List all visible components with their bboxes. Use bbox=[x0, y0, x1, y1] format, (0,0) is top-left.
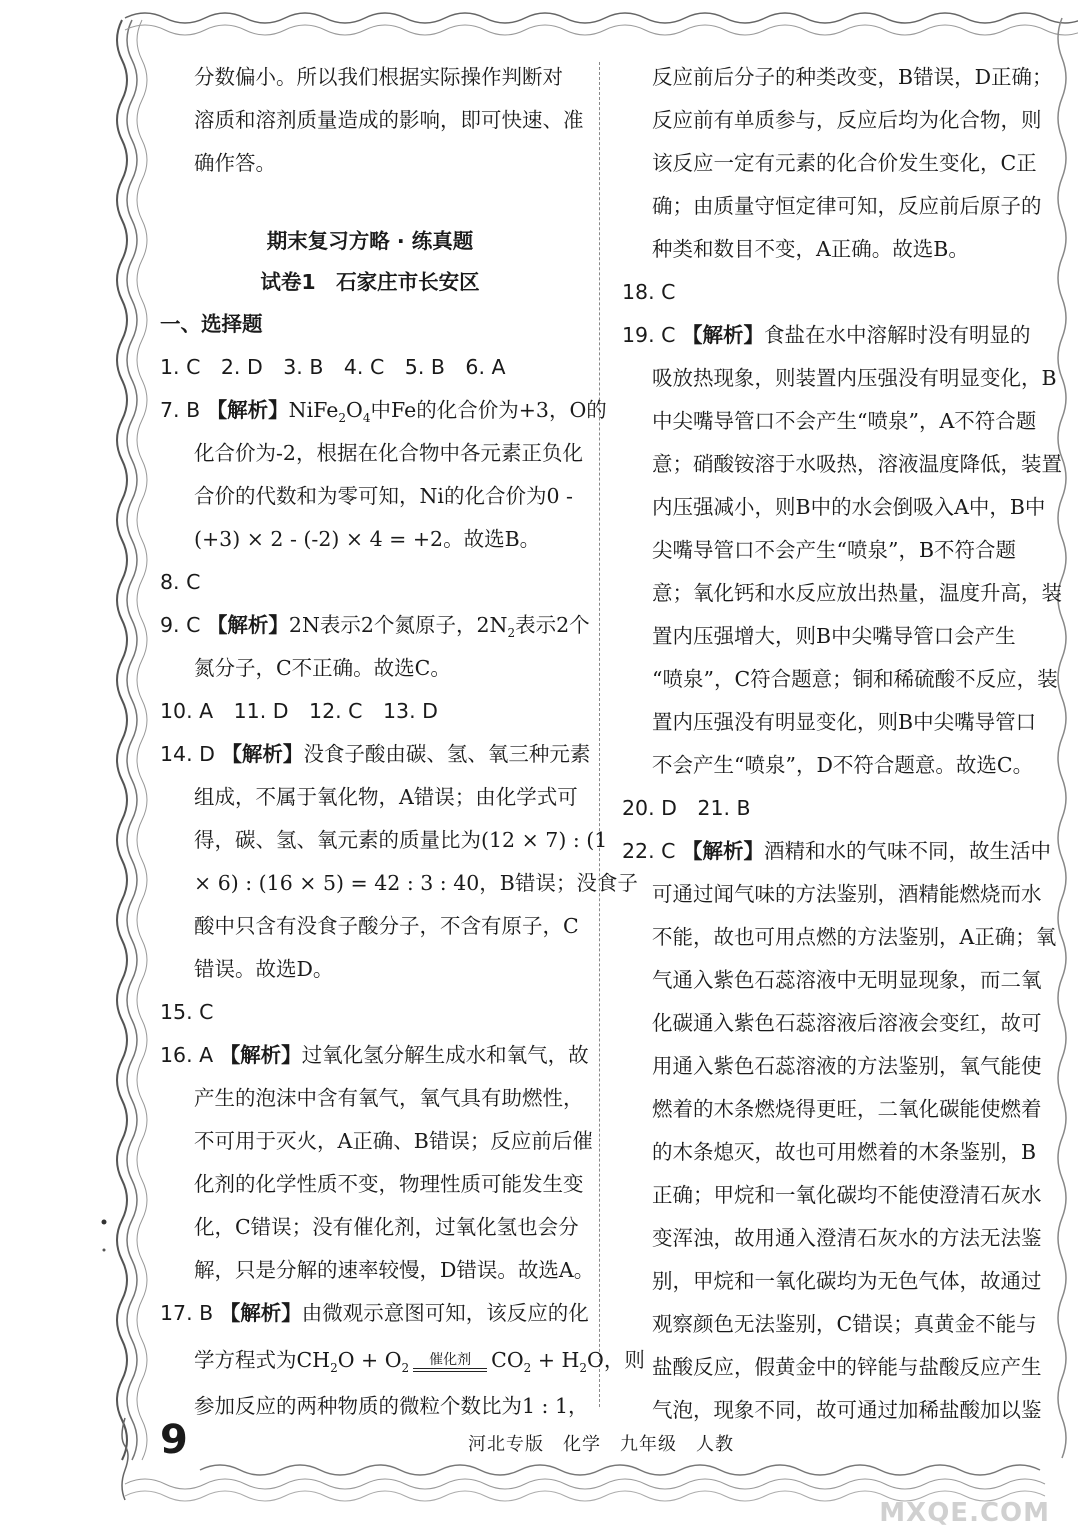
q22-line: 变浑浊，故用通入澄清石灰水的方法无法鉴 bbox=[652, 1226, 1042, 1250]
q14-line: × 6) : (16 × 5) = 42 : 3 : 40，B错误；没食子 bbox=[194, 871, 638, 895]
q17-line-3: 参加反应的两种物质的微粒个数比为1 : 1， bbox=[194, 1394, 589, 1418]
q7-line-3: 合价的代数和为零可知，Ni的化合价为0 - bbox=[194, 484, 573, 508]
q19-line-1: 19. C 【解析】食盐在水中溶解时没有明显的 bbox=[622, 323, 1031, 347]
q19-line: 吸放热现象，则装置内压强没有明显变化，B bbox=[652, 366, 1057, 390]
catalyst-arrow bbox=[413, 1352, 487, 1372]
q7-number: 7. B bbox=[160, 398, 201, 422]
q14-line: 组成，不属于氧化物，A错误；由化学式可 bbox=[194, 785, 578, 809]
q22-line: 观察颜色无法鉴别，C错误；真黄金不能与 bbox=[652, 1312, 1037, 1336]
q19-line: 置内压强没有明显变化，则B中尖嘴导管口 bbox=[652, 710, 1037, 734]
q16-line: 解，只是分解的速率较慢，D错误。故选A。 bbox=[194, 1258, 595, 1282]
q14-line: 酸中只含有没食子酸分子，不含有原子，C bbox=[194, 914, 579, 938]
q22-line: 气泡，现象不同，故可通过加稀盐酸加以鉴 bbox=[652, 1398, 1042, 1422]
analysis-tag: 【解析】 bbox=[681, 839, 764, 863]
q9-line-2: 氮分子，C不正确。故选C。 bbox=[194, 656, 451, 680]
watermark-logo: MXQE.COM bbox=[879, 1498, 1050, 1528]
q22-line: 盐酸反应，假黄金中的锌能与盐酸反应产生 bbox=[652, 1355, 1042, 1379]
answers-10-13: 10. A 11. D 12. C 13. D bbox=[160, 699, 438, 723]
analysis-tag: 【解析】 bbox=[219, 1301, 302, 1325]
analysis-tag: 【解析】 bbox=[221, 742, 304, 766]
q14-line: 错误。故选D。 bbox=[194, 957, 334, 981]
analysis-tag: 【解析】 bbox=[206, 398, 289, 422]
q19-line: 不会产生“喷泉”，D不符合题意。故选C。 bbox=[652, 753, 1034, 777]
q22-line: 气通入紫色石蕊溶液中无明显现象，而二氧 bbox=[652, 968, 1042, 992]
q22-line: 燃着的木条燃烧得更旺，二氧化碳能使燃着 bbox=[652, 1097, 1042, 1121]
q9-line-1: 9. C 【解析】2N表示2个氮原子，$2N_2$表示2个 bbox=[160, 613, 590, 641]
q16-line: 不可用于灭火，A正确、B错误；反应前后催 bbox=[194, 1129, 593, 1153]
q17-cont-line: 确；由质量守恒定律可知，反应前后原子的 bbox=[652, 194, 1042, 218]
q14-number: 14. D bbox=[160, 742, 215, 766]
column-divider bbox=[599, 62, 600, 1407]
spacer bbox=[160, 185, 580, 221]
q16-line: 化剂的化学性质不变，物理性质可能发生变 bbox=[194, 1172, 584, 1196]
q7-line-1: 7. B 【解析】$NiFe_2O_4$中Fe的化合价为+3，O的 bbox=[160, 398, 607, 426]
paper-title: 试卷1 石家庄市长安区 bbox=[260, 270, 480, 294]
q14-line-1: 14. D 【解析】没食子酸由碳、氢、氧三种元素 bbox=[160, 742, 591, 766]
q22-line-1: 22. C 【解析】酒精和水的气味不同，故生活中 bbox=[622, 839, 1051, 863]
page-number: 9 bbox=[160, 1417, 188, 1463]
q17-cont-line: 反应前有单质参与，反应后均为化合物，则 bbox=[652, 108, 1042, 132]
q22-line: 不能，故也可用点燃的方法鉴别，A正确；氧 bbox=[652, 925, 1057, 949]
answers-1-6: 1. C 2. D 3. B 4. C 5. B 6. A bbox=[160, 355, 506, 379]
q15-answer: 15. C bbox=[160, 1000, 214, 1024]
section-title: 期末复习方略 · 练真题 bbox=[266, 229, 474, 253]
q17-cont-line: 种类和数目不变，A正确。故选B。 bbox=[652, 237, 969, 261]
q22-line: 的木条熄灭，故也可用燃着的木条鉴别，B bbox=[652, 1140, 1037, 1164]
q19-number: 19. C bbox=[622, 323, 676, 347]
q16-line: 化，C错误；没有催化剂，过氧化氢也会分 bbox=[194, 1215, 579, 1239]
q8-answer: 8. C bbox=[160, 570, 201, 594]
left-column bbox=[160, 56, 645, 1428]
q16-line: 产生的泡沫中含有氧气，氧气具有助燃性， bbox=[194, 1086, 584, 1110]
q7-line-4: (+3) × 2 - (-2) × 4 = +2。故选B。 bbox=[194, 527, 541, 551]
q22-line: 用通入紫色石蕊溶液的方法鉴别，氧气能使 bbox=[652, 1054, 1042, 1078]
q22-number: 22. C bbox=[622, 839, 676, 863]
q19-line: 中尖嘴导管口不会产生“喷泉”，A不符合题 bbox=[652, 409, 1037, 433]
right-column bbox=[622, 56, 1062, 1432]
q19-line: 意；氧化钙和水反应放出热量，温度升高，装 bbox=[652, 581, 1062, 605]
q17-cont-line: 该反应一定有元素的化合价发生变化，C正 bbox=[652, 151, 1037, 175]
analysis-tag: 【解析】 bbox=[206, 613, 289, 637]
catalyst-label: 催化剂 bbox=[429, 1351, 472, 1368]
q19-line: 意；硝酸铵溶于水吸热，溶液温度降低，装置 bbox=[652, 452, 1062, 476]
q17-equation-line: 学方程式为$CH_2O + O_2$ 催化剂 $CO_2 + H_2O$，则 bbox=[194, 1348, 645, 1376]
q22-line: 化碳通入紫色石蕊溶液后溶液会变红，故可 bbox=[652, 1011, 1042, 1035]
q19-line: 尖嘴导管口不会产生“喷泉”，B不符合题 bbox=[652, 538, 1017, 562]
q17-cont-line: 反应前后分子的种类改变，B错误，D正确； bbox=[652, 65, 1053, 89]
q14-line: 得，碳、氢、氧元素的质量比为(12 × 7) : (1 bbox=[194, 828, 608, 852]
q16-line-1: 16. A 【解析】过氧化氢分解生成水和氧气，故 bbox=[160, 1043, 589, 1067]
q19-line: “喷泉”，C符合题意；铜和稀硫酸不反应，装 bbox=[652, 667, 1058, 691]
q22-line: 可通过闻气味的方法鉴别，酒精能燃烧而水 bbox=[652, 882, 1042, 906]
intro-line-2: 溶质和溶剂质量造成的影响，即可快速、准 bbox=[194, 108, 584, 132]
q19-line: 内压强减小，则B中的水会倒吸入A中，B中 bbox=[652, 495, 1046, 519]
part-heading: 一、选择题 bbox=[160, 312, 263, 336]
q16-number: 16. A bbox=[160, 1043, 214, 1067]
analysis-tag: 【解析】 bbox=[219, 1043, 302, 1067]
q19-line: 置内压强增大，则B中尖嘴导管口会产生 bbox=[652, 624, 1016, 648]
analysis-tag: 【解析】 bbox=[681, 323, 764, 347]
intro-line-1: 分数偏小。所以我们根据实际操作判断对 bbox=[194, 65, 563, 89]
q22-line: 别，甲烷和一氧化碳均为无色气体，故通过 bbox=[652, 1269, 1042, 1293]
q9-number: 9. C bbox=[160, 613, 201, 637]
intro-line-3: 确作答。 bbox=[194, 151, 276, 175]
footer-info: 河北专版 化学 九年级 人教 bbox=[468, 1434, 734, 1455]
q22-line: 正确；甲烷和一氧化碳均不能使澄清石灰水 bbox=[652, 1183, 1042, 1207]
q17-line-1: 17. B 【解析】由微观示意图可知，该反应的化 bbox=[160, 1301, 589, 1325]
answers-20-21: 20. D 21. B bbox=[622, 796, 751, 820]
q17-number: 17. B bbox=[160, 1301, 214, 1325]
q18-answer: 18. C bbox=[622, 280, 676, 304]
q7-line-2: 化合价为-2，根据在化合物中各元素正负化 bbox=[194, 441, 583, 465]
